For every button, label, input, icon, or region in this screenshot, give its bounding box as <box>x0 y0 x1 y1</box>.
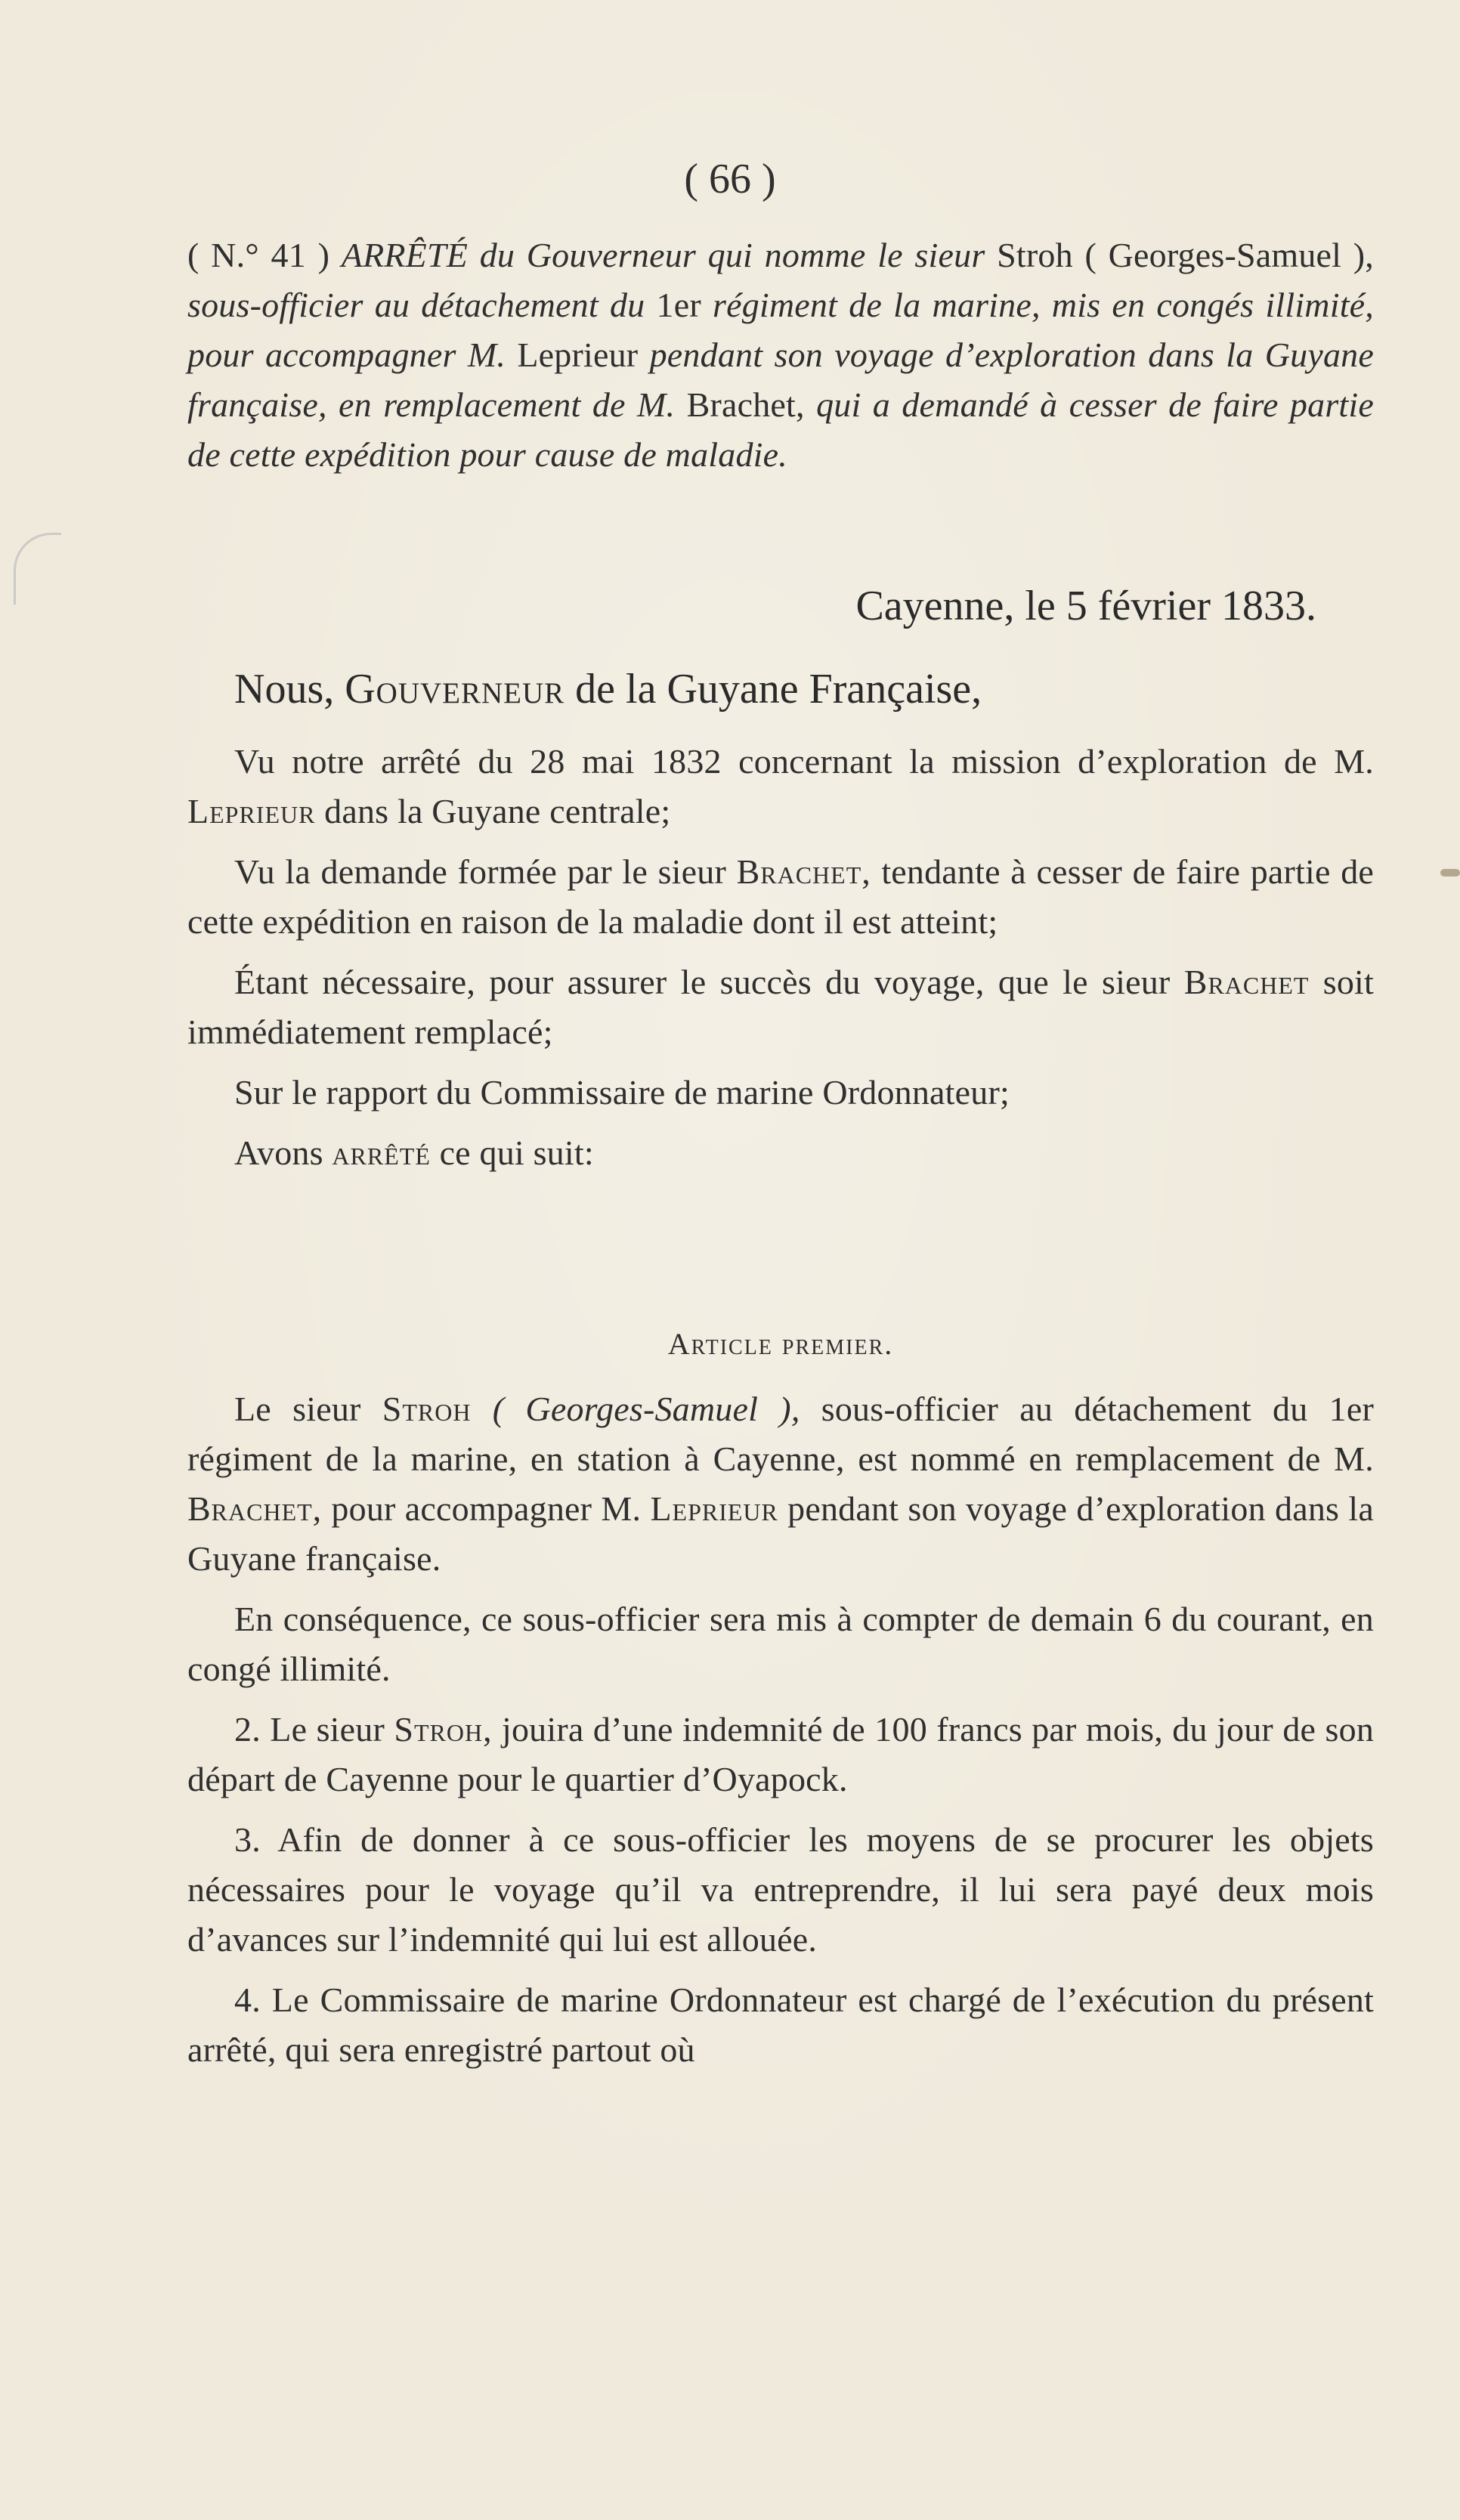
article-text: jouira d’une indemnité de 100 francs par mois, du jour de son départ de Cayenne pour le quartier d’Oyapock. <box>187 1710 1375 1798</box>
article-3-paragraph: 3. Afin de donner à ce sous-officier les moyens de se procurer les objets nécessaires pour le voyage qu’il va entreprendre, il lui sera payé deux mois d’avances sur l’indemnité qui lui est allouée. <box>187 1820 1374 1959</box>
consideration-text: tendante à cesser de faire partie de cette expédition en raison de la maladie dont il est atteint; <box>187 852 1375 941</box>
article-given-names: ( Georges-Samuel ), <box>492 1390 800 1428</box>
heading-ordinal: 1er <box>656 286 701 324</box>
article-4-paragraph: 4. Le Commissaire de marine Ordonnateur est chargé de l’exécution du présent arrêté, qui sera enregistré partout où <box>187 1980 1374 2069</box>
consideration-paragraph <box>187 847 1374 947</box>
heading-description-3: pendant son voyage d’exploration dans la Guyane française, en remplacement de M. <box>187 335 1374 424</box>
person-given-names: ( Georges-Samuel ), <box>1084 236 1375 274</box>
article-text: 2. Le sieur <box>234 1710 385 1749</box>
person-name: Stroh <box>997 236 1073 274</box>
heading-leprieur: Leprieur <box>517 335 639 374</box>
article-1-paragraph-2: En conséquence, ce sous-officier sera mis à compter de demain 6 du courant, en congé illimité. <box>187 1600 1374 1688</box>
article-1-paragraph <box>187 1384 1374 1584</box>
margin-pencil-mark <box>14 533 61 604</box>
article-name: Stroh <box>382 1390 472 1428</box>
page-number: ( 66 ) <box>684 156 776 203</box>
preamble-rest: de la Guyane Française, <box>575 666 982 713</box>
articles <box>187 1315 1374 2086</box>
consideration-name: Leprieur <box>187 792 316 830</box>
consideration-name: arrêté <box>332 1133 431 1172</box>
decree-number: ( N.° 41 ) <box>187 236 330 274</box>
ink-smudge <box>1440 869 1460 877</box>
heading-description-1: sous-officier au détachement du <box>187 286 645 324</box>
consideration-name: Brachet <box>1183 963 1310 1001</box>
article-name: Brachet, <box>187 1489 323 1528</box>
consideration-name: Brachet, <box>736 852 871 891</box>
consideration-text: ce qui suit: <box>439 1133 594 1172</box>
heading-brachet: Brachet, <box>686 385 805 424</box>
preamble <box>234 665 982 713</box>
decree-title: ARRÊTÉ du Gouverneur qui nomme le sieur <box>341 236 985 274</box>
consideration-paragraph <box>187 957 1374 1057</box>
decree-heading <box>187 230 1374 480</box>
consideration-text: Vu notre arrêté du 28 mai 1832 concernant la mission d’exploration de M. <box>234 742 1374 781</box>
heading-description-4: qui a demandé à cesser de faire partie de cette expédition pour cause de maladie. <box>187 385 1374 474</box>
place-and-date: Cayenne, le 5 février 1833. <box>855 583 1316 629</box>
consideration-paragraph <box>187 1128 1374 1178</box>
article-text: pour accompagner M. <box>331 1489 642 1528</box>
consideration-text: Avons <box>234 1133 323 1172</box>
consideration-text: Sur le rapport du Commissaire de marine Ordonnateur; <box>234 1073 1010 1112</box>
article-text: Le sieur <box>234 1390 361 1428</box>
article-title: Article premier. <box>667 1327 894 1361</box>
article-2-paragraph <box>187 1705 1374 1804</box>
consideration-paragraph <box>187 737 1374 836</box>
article-text: sous-officier au détachement du 1er régiment de la marine, en station à Cayenne, est nommé en remplacement de M. <box>187 1390 1375 1478</box>
consideration-text: Étant nécessaire, pour assurer le succès du voyage, que le sieur <box>234 963 1171 1001</box>
article-name: Stroh, <box>394 1710 493 1749</box>
article-text: pendant son voyage d’exploration dans la Guyane française. <box>187 1489 1374 1578</box>
preamble-gouverneur: Gouverneur <box>345 666 565 713</box>
preamble-nous: Nous, <box>234 666 335 713</box>
heading-description-2: régiment de la marine, mis en congés illimité, pour accompagner M. <box>187 286 1375 374</box>
consideration-text: Vu la demande formée par le sieur <box>234 852 726 891</box>
consideration-text: soit immédiatement remplacé; <box>187 963 1375 1051</box>
consideration-text: dans la Guyane centrale; <box>324 792 671 830</box>
consideration-paragraph <box>187 1068 1374 1118</box>
article-name: Leprieur <box>650 1489 778 1528</box>
considerations <box>187 737 1374 1189</box>
